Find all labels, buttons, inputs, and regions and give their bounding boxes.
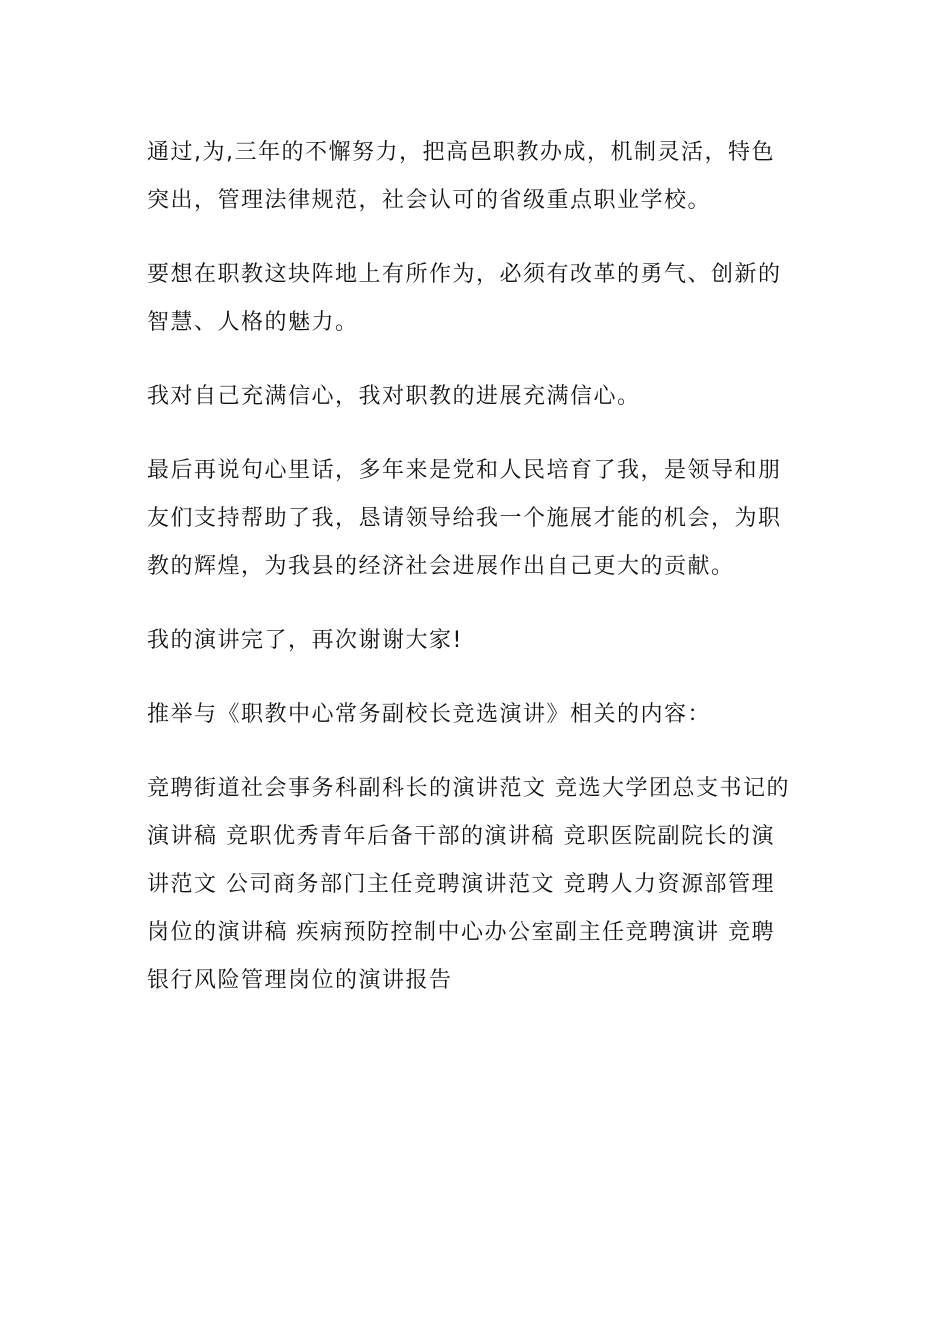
related-links-line: 岗位的演讲稿 疾病预防控制中心办公室副主任竞聘演讲 竞聘: [147, 920, 775, 945]
text-line: 我对自己充满信心，我对职教的进展充满信心。: [147, 384, 641, 409]
related-links-line: 竞聘街道社会事务科副科长的演讲范文 竞选大学团总支书记的: [147, 776, 790, 801]
text-line: 教的辉煌，为我县的经济社会进展作出自己更大的贡献。: [147, 554, 735, 579]
related-links-line: 讲范文 公司商务部门主任竞聘演讲范文 竞聘人力资源部管理: [147, 872, 775, 897]
related-links-line: 银行风险管理岗位的演讲报告: [147, 968, 453, 993]
text-line: 友们支持帮助了我，恳请领导给我一个施展才能的机会，为职: [147, 506, 782, 531]
text-line: 我的演讲完了，再次谢谢大家!: [147, 628, 463, 653]
text-line: 智慧、人格的魅力。: [147, 310, 359, 335]
text-line: 突出，管理法律规范，社会认可的省级重点职业学校。: [147, 188, 712, 213]
text-line: 最后再说句心里话，多年来是党和人民培育了我，是领导和朋: [147, 458, 782, 483]
related-heading: 推举与《职教中心常务副校长竞选演讲》相关的内容：: [147, 702, 712, 727]
text-line: 要想在职教这块阵地上有所作为，必须有改革的勇气、创新的: [147, 262, 782, 287]
text-line: 通过,为,三年的不懈努力，把高邑职教办成，机制灵活，特色: [147, 140, 775, 165]
document-body: [147, 129, 807, 1005]
related-links-line: 演讲稿 竞职优秀青年后备干部的演讲稿 竞职医院副院长的演: [147, 824, 775, 849]
